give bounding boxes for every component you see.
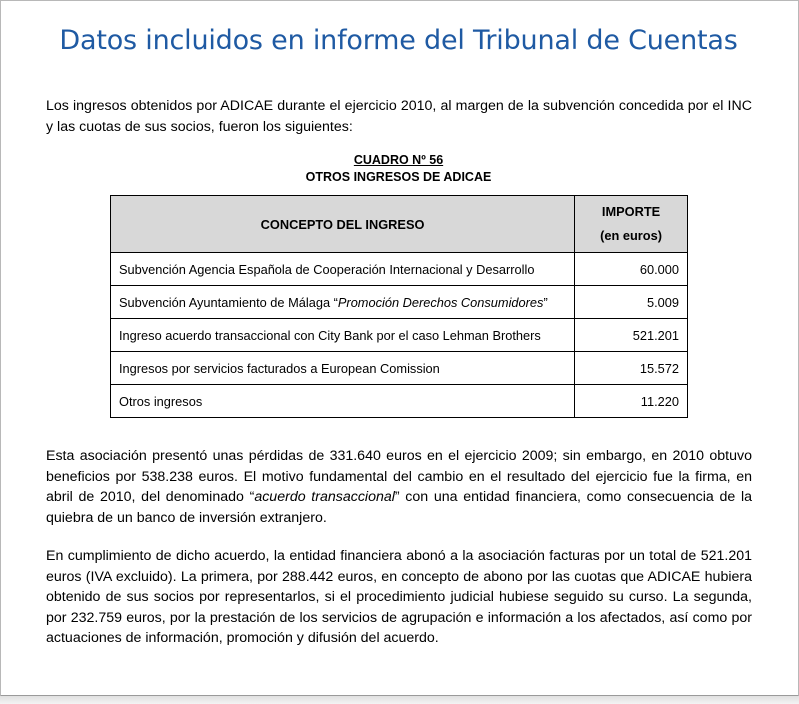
header-concept: CONCEPTO DEL INGRESO xyxy=(111,196,575,253)
row-amount: 11.220 xyxy=(575,385,688,418)
row-amount: 60.000 xyxy=(575,253,688,286)
agreement-paragraph: En cumplimiento de dicho acuerdo, la entidad financiera abonó a la asociación facturas por un total de 521.201 euros (IVA excluido). La primera, por 288.442 euros, en concepto de abono por las cuotas que ADICAE hubiera obtenido de sus socios por representarlos, si el procedimiento judicial hubiese seguido su curso. La segunda, por 232.759 euros, por la prestación de los servicios de agrupación e información a los afectados, así como por actuaciones de información, promoción y difusión del acuerdo. xyxy=(46,548,752,646)
table-caption-title: OTROS INGRESOS DE ADICAE xyxy=(305,170,492,184)
table-row xyxy=(111,286,688,319)
table-row xyxy=(111,319,688,352)
row-concept xyxy=(111,319,575,352)
row-concept xyxy=(111,253,575,286)
income-table xyxy=(110,195,688,418)
losses-paragraph-end: ” con una entidad financiera, como consecuencia de la quiebra de un banco de inversión extranjero. xyxy=(46,489,752,526)
row-concept xyxy=(111,286,575,319)
table-row xyxy=(111,253,688,286)
row-concept-text: Subvención Agencia Española de Cooperación Internacional y Desarrollo xyxy=(119,261,535,277)
row-concept-end: ” xyxy=(543,294,548,310)
row-concept-italic: Promoción Derechos Consumidores xyxy=(337,294,544,310)
row-concept xyxy=(111,352,575,385)
row-concept xyxy=(111,385,575,418)
table-caption-number: CUADRO Nº 56 xyxy=(353,153,444,167)
losses-paragraph xyxy=(46,446,752,528)
table-row xyxy=(111,385,688,418)
row-concept-text: Subvención Ayuntamiento de Málaga “ xyxy=(119,294,338,310)
page-title: Datos incluidos en informe del Tribunal de Cuentas xyxy=(59,25,738,56)
row-concept-text: Ingreso acuerdo transaccional con City Bank por el caso Lehman Brothers xyxy=(119,327,541,343)
row-amount: 15.572 xyxy=(575,352,688,385)
row-amount: 521.201 xyxy=(575,319,688,352)
header-amount-line1: IMPORTE xyxy=(601,204,661,219)
row-concept-text: Ingresos por servicios facturados a European Comission xyxy=(119,360,440,376)
row-concept-text: Otros ingresos xyxy=(119,393,203,409)
losses-paragraph-italic: acuerdo transaccional xyxy=(254,489,395,505)
row-amount: 5.009 xyxy=(575,286,688,319)
intro-paragraph: Los ingresos obtenidos por ADICAE durante el ejercicio 2010, al margen de la subvención concedida por el INC y las cuotas de sus socios, fueron los siguientes: xyxy=(46,98,752,135)
table-header-row xyxy=(111,196,688,253)
losses-paragraph-start: Esta asociación presentó unas pérdidas de 331.640 euros en el ejercicio 2009; sin embargo, en 2010 obtuvo beneficios por 538.238 euros. El motivo fundamental del cambio en el resultado del ejercicio fue la firma, en abril de 2010, del denominado “ xyxy=(46,448,752,505)
page-bottom-shadow xyxy=(0,696,799,704)
header-amount-line2: (en euros) xyxy=(600,228,662,243)
table-row xyxy=(111,352,688,385)
header-amount xyxy=(575,196,688,253)
